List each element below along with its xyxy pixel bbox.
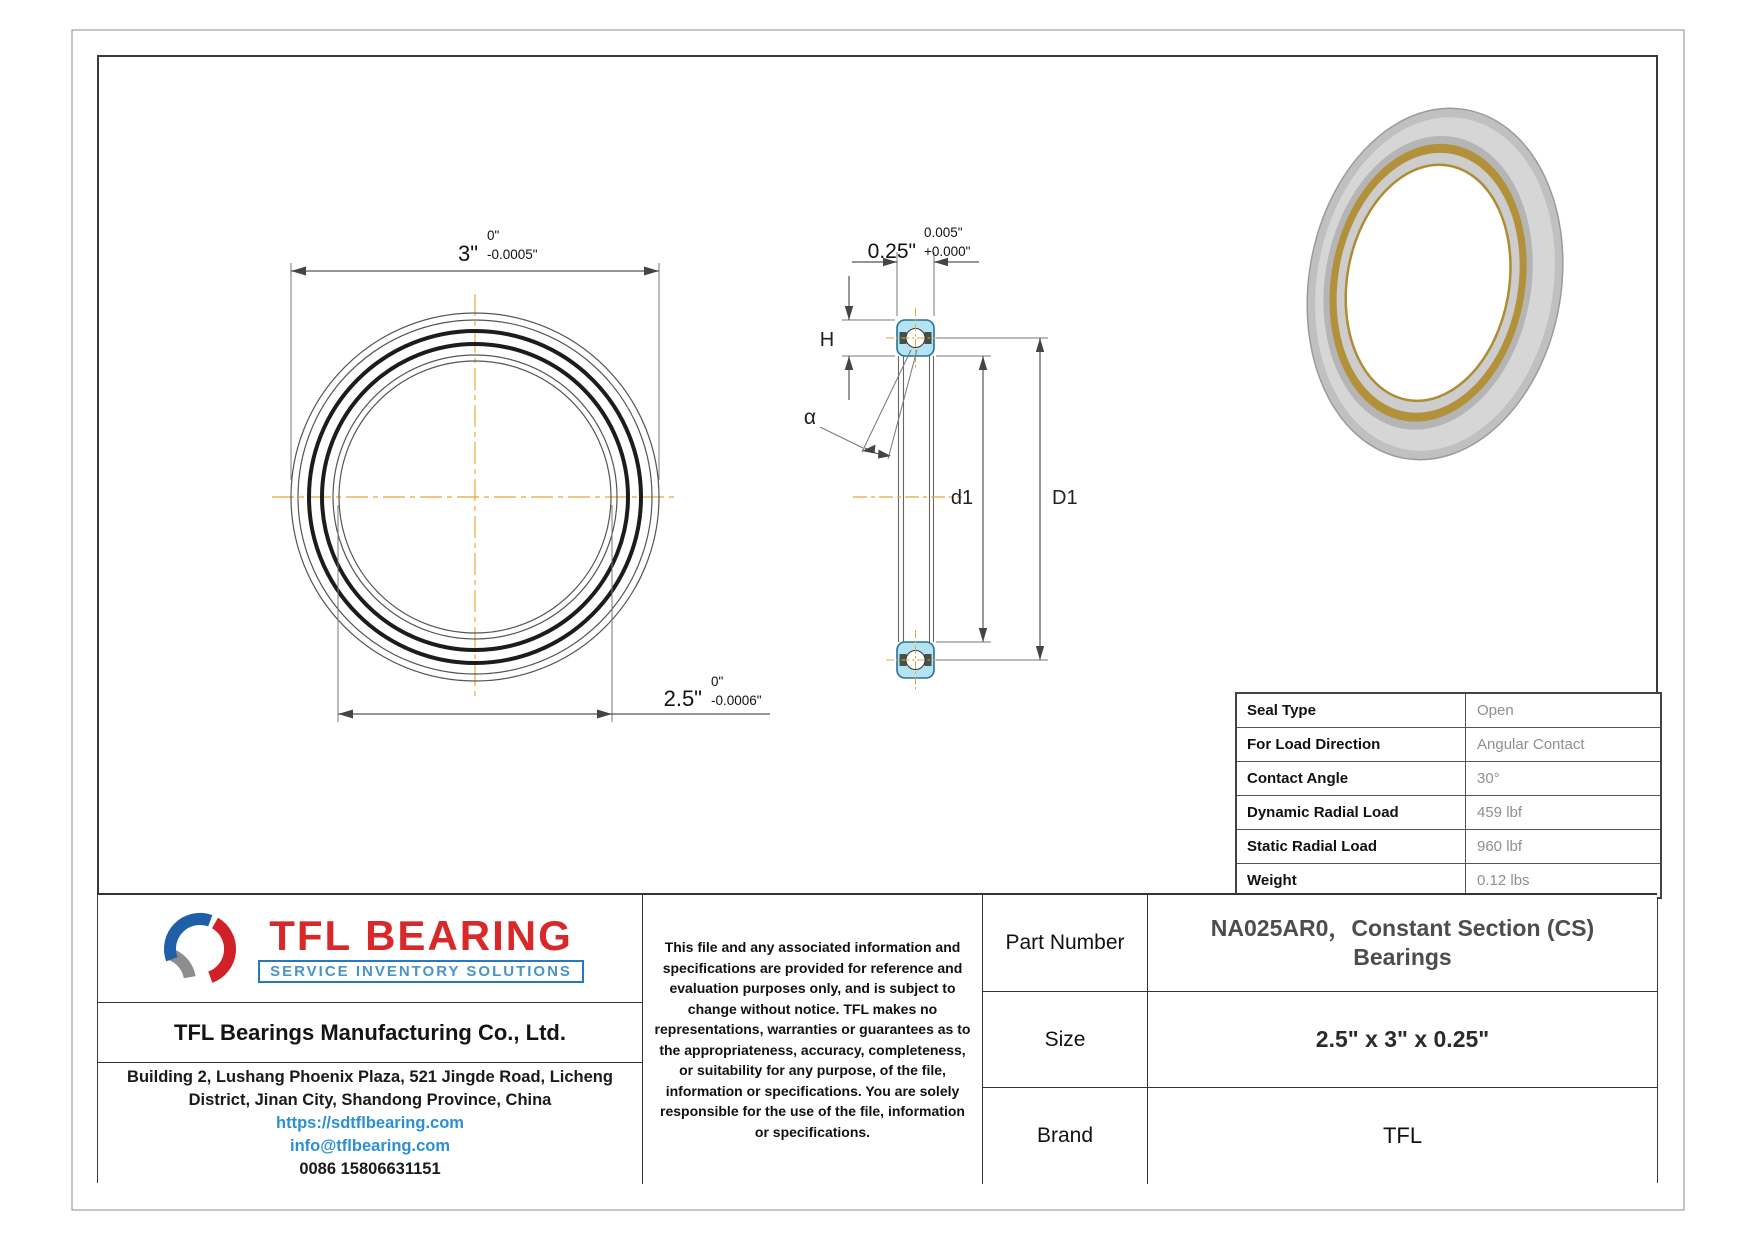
spec-label: Static Radial Load bbox=[1237, 830, 1466, 863]
email-link[interactable]: info@tflbearing.com bbox=[289, 1137, 450, 1155]
dim-bore-value: 2.5" bbox=[663, 686, 702, 711]
address-line-1: Building 2, Lushang Phoenix Plaza, 521 Jingde Road, Licheng bbox=[127, 1068, 613, 1086]
dim-outer-tol-top: 0" bbox=[487, 228, 500, 243]
spec-value: 960 lbf bbox=[1477, 838, 1523, 855]
brand-tagline: SERVICE INVENTORY SOLUTIONS bbox=[270, 963, 572, 980]
dim-section-height bbox=[820, 276, 895, 400]
spec-label: Seal Type bbox=[1237, 694, 1466, 727]
part-number-value: NA025AR0，Constant Section (CS) Bearings bbox=[1148, 895, 1657, 992]
company-address bbox=[98, 1063, 642, 1184]
dim-bore-tol-top: 0" bbox=[711, 674, 724, 689]
table-row bbox=[1237, 796, 1660, 830]
company-column bbox=[98, 895, 643, 1184]
spec-label: Dynamic Radial Load bbox=[1237, 796, 1466, 829]
logo-text bbox=[258, 914, 584, 983]
tfl-logo-icon bbox=[156, 905, 244, 993]
table-row bbox=[1237, 830, 1660, 864]
address-line-2: District, Jinan City, Shandong Province, China bbox=[188, 1091, 552, 1109]
section-view bbox=[804, 225, 1078, 690]
front-view bbox=[272, 228, 770, 722]
title-block bbox=[98, 893, 1657, 1184]
brand-label: Brand bbox=[1036, 1124, 1094, 1147]
specifications-table bbox=[1235, 692, 1662, 899]
brand-name: TFL BEARING bbox=[269, 912, 573, 959]
disclaimer-text: This file and any associated information and specifications are provided for reference and evaluation purposes only, and is subject to change without notice. TFL makes no representations, warranties or guarantees as to the appropriateness, accuracy, completeness, or suitability for any purpose, of the file, information or specifications. You are solely responsible for the use of the file, information or specifications. bbox=[654, 939, 971, 1140]
dim-outer-value: 3" bbox=[457, 241, 478, 266]
dim-D1-label: D1 bbox=[1052, 487, 1078, 509]
spec-label: Contact Angle bbox=[1237, 762, 1466, 795]
dim-width-value: 0.25" bbox=[867, 240, 916, 263]
spec-value: 30° bbox=[1477, 770, 1500, 787]
dim-outer-tol-bottom: -0.0005" bbox=[487, 247, 538, 262]
size-label: Size bbox=[983, 992, 1147, 1088]
spec-value: 459 lbf bbox=[1477, 804, 1523, 821]
company-logo bbox=[98, 895, 642, 1003]
brand-value: TFL bbox=[1382, 1123, 1423, 1148]
part-number-label: Part Number bbox=[983, 895, 1147, 992]
spec-label: Weight bbox=[1237, 864, 1466, 897]
dim-bore-diameter bbox=[338, 505, 770, 722]
company-name: TFL Bearings Manufacturing Co., Ltd. bbox=[98, 1003, 642, 1063]
dim-h-label: H bbox=[819, 329, 835, 351]
bearing-3d-render bbox=[1280, 88, 1590, 480]
website-link[interactable]: https://sdtflbearing.com bbox=[276, 1114, 464, 1132]
spec-value: Angular Contact bbox=[1477, 736, 1585, 753]
dim-d1-label: d1 bbox=[950, 487, 974, 509]
brand-tagline-box bbox=[258, 960, 584, 983]
table-row bbox=[1237, 762, 1660, 796]
dim-alpha-label: α bbox=[803, 406, 817, 429]
dim-d1 bbox=[936, 356, 991, 642]
dim-width-tol-top: 0.005" bbox=[924, 225, 963, 240]
phone-number: 0086 15806631151 bbox=[299, 1160, 441, 1178]
table-row bbox=[1237, 728, 1660, 762]
spec-label: For Load Direction bbox=[1237, 728, 1466, 761]
dim-width-tol-bottom: +0.000" bbox=[924, 244, 971, 259]
table-row bbox=[1237, 694, 1660, 728]
field-label-column bbox=[983, 895, 1148, 1184]
field-value-column bbox=[1148, 895, 1657, 1184]
disclaimer-column bbox=[643, 895, 983, 1184]
dim-bore-tol-bottom: -0.0006" bbox=[711, 693, 762, 708]
size-value: 2.5" x 3" x 0.25" bbox=[1148, 992, 1657, 1088]
spec-value: Open bbox=[1477, 702, 1514, 719]
dim-section-width bbox=[852, 225, 979, 316]
dim-contact-angle bbox=[804, 350, 917, 459]
spec-value: 0.12 lbs bbox=[1477, 872, 1530, 889]
